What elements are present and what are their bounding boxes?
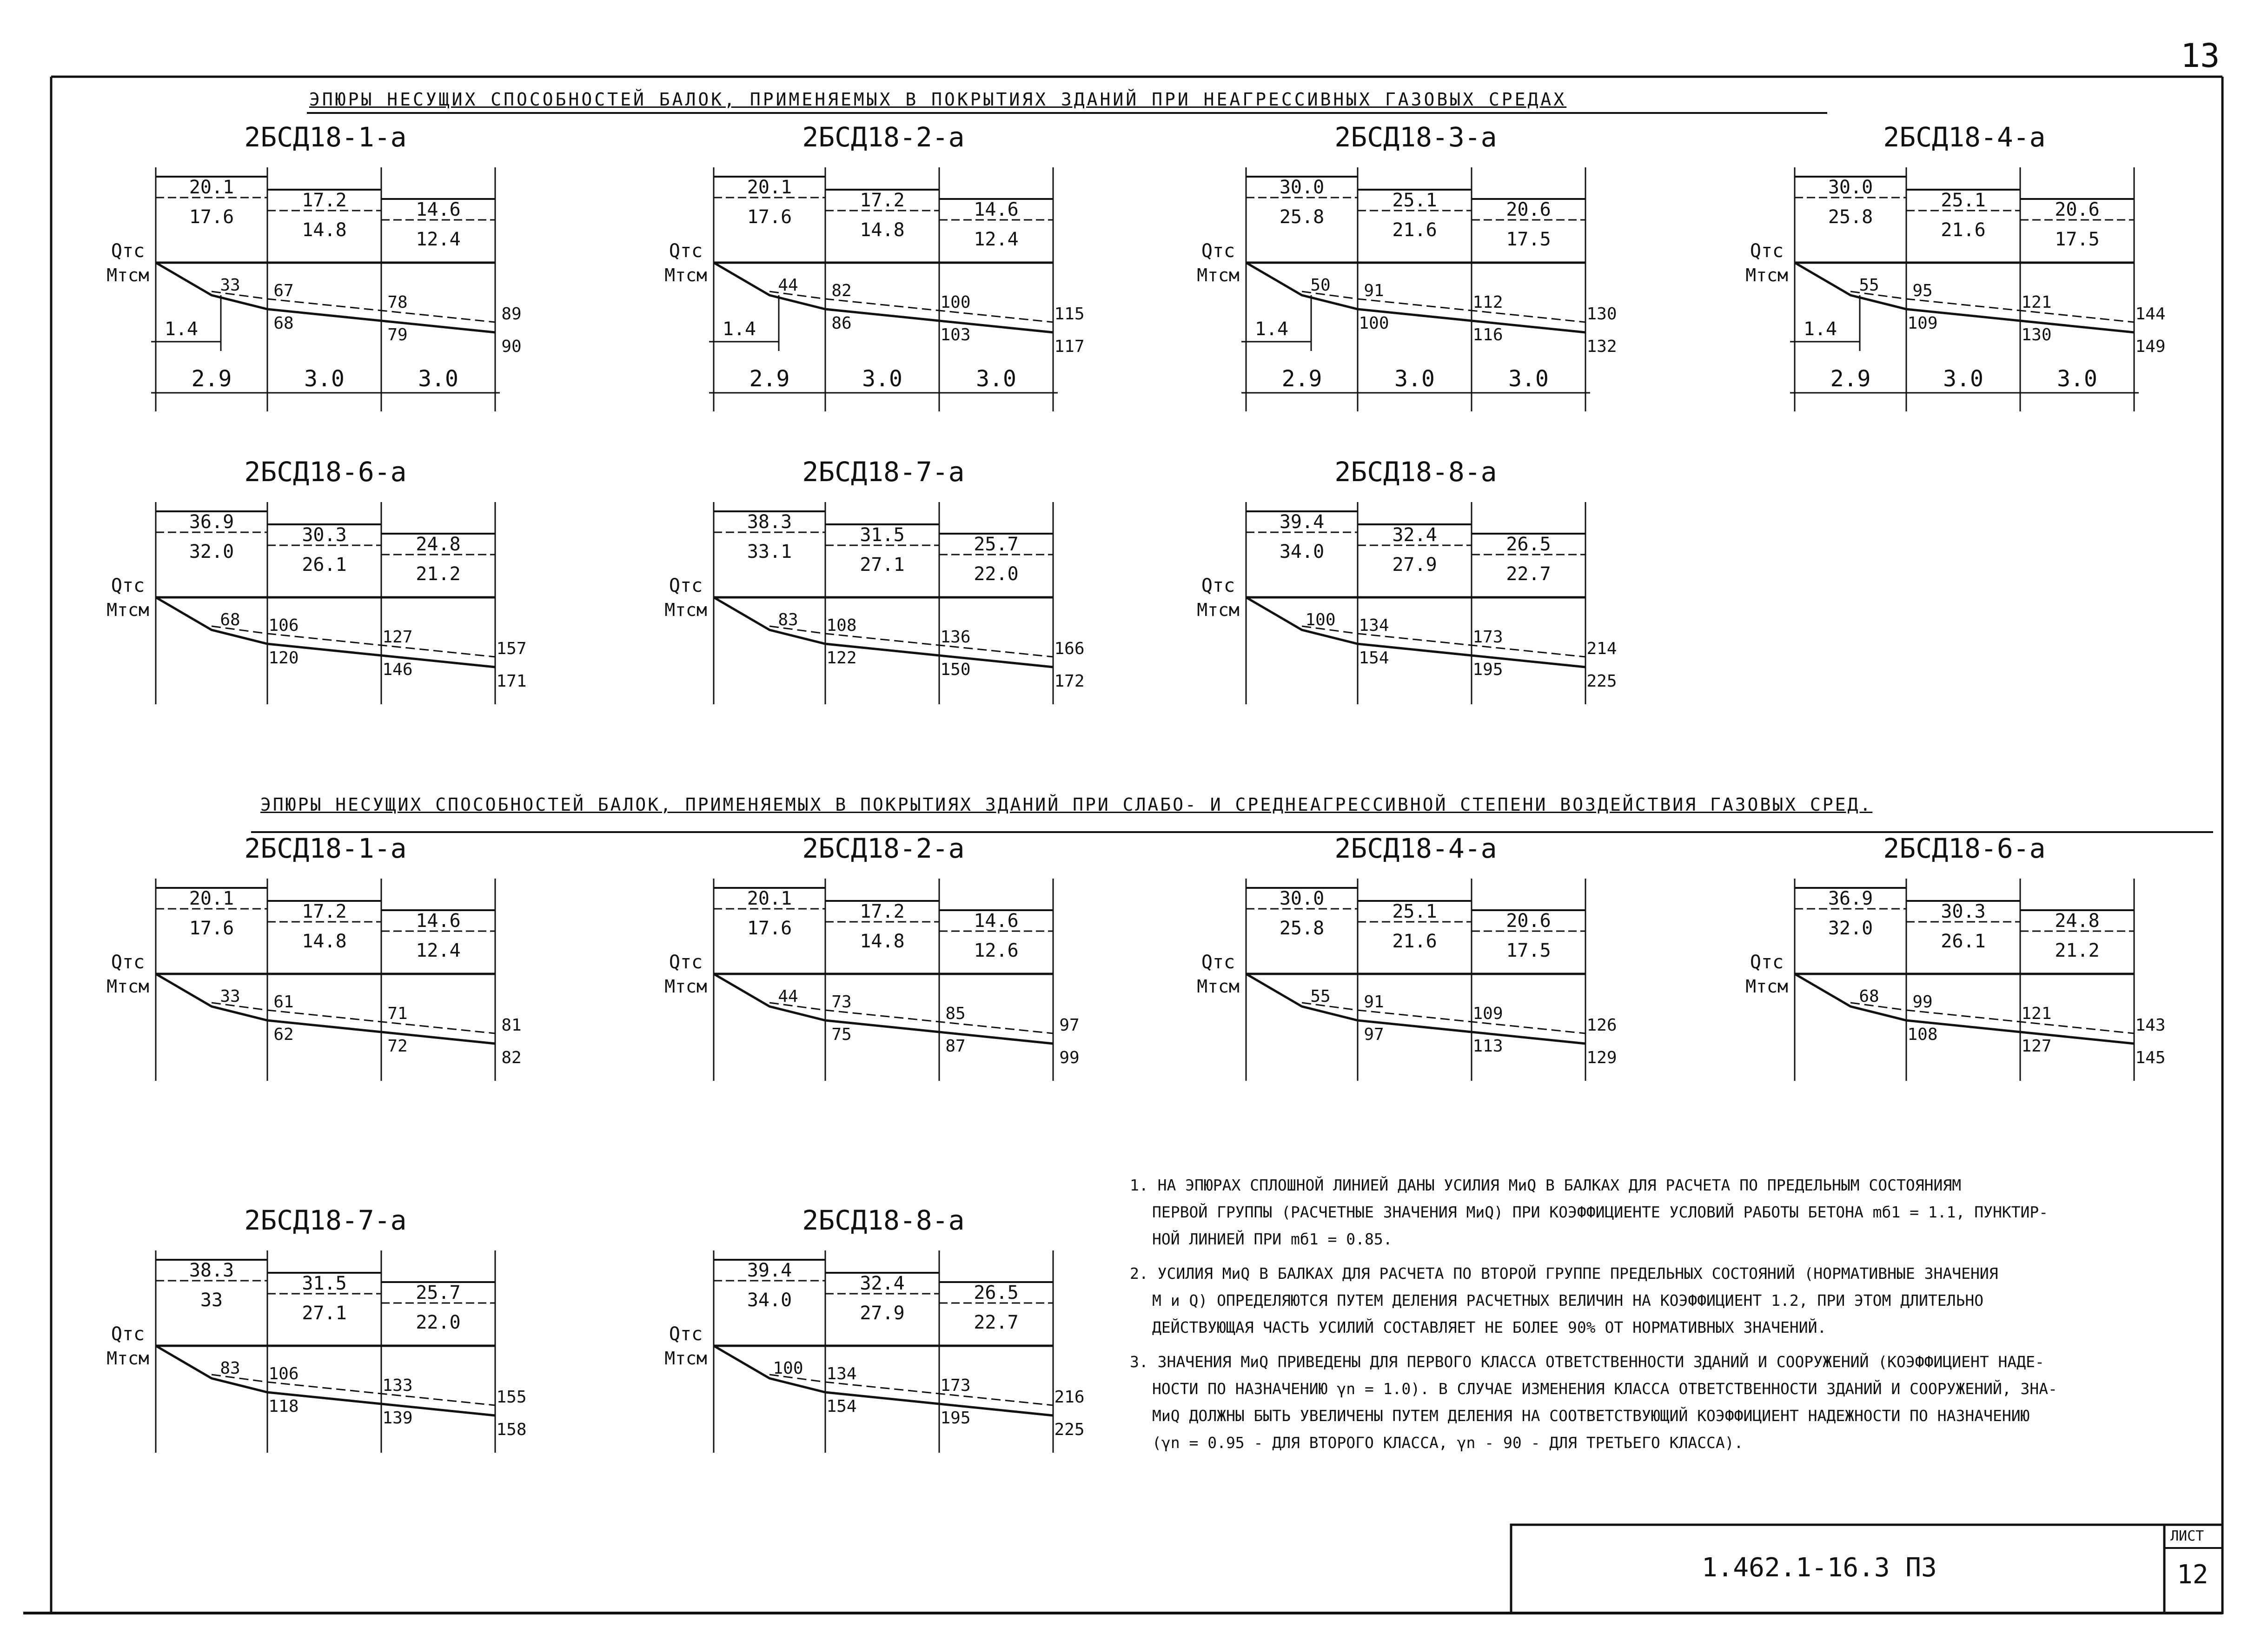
m-axis-label: Мтсм <box>1745 976 1788 997</box>
note-line: ДЕЙСТВУЮЩАЯ ЧАСТЬ УСИЛИЙ СОСТАВЛЯЕТ НЕ БОЛЕЕ 90% ОТ НОРМАТИВНЫХ ЗНАЧЕНИЙ. <box>1152 1318 1827 1336</box>
note-line: 1. НА ЭПЮРАХ СПЛОШНОЙ ЛИНИЕЙ ДАНЫ УСИЛИЯ МиQ В БАЛКАХ ДЛЯ РАСЧЕТА ПО ПРЕДЕЛЬНЫМ СОСТОЯНИЯМ <box>1130 1176 1962 1194</box>
m-value: 115 <box>1054 304 1085 324</box>
q-value-reduced: 17.5 <box>1506 229 1551 250</box>
q-value-design: 38.3 <box>189 1260 234 1281</box>
q-value-reduced: 22.0 <box>416 1312 461 1333</box>
m-value: 91 <box>1364 281 1384 300</box>
m-axis-label: Мтсм <box>664 1348 707 1369</box>
m-value: 100 <box>1305 610 1336 629</box>
m-value: 157 <box>496 639 527 658</box>
m-value: 108 <box>826 616 857 635</box>
m-value: 100 <box>773 1359 803 1378</box>
note-line: НОСТИ ПО НАЗНАЧЕНИЮ γn = 1.0). В СЛУЧАЕ ИЗМЕНЕНИЯ КЛАССА ОТВЕТСТВЕННОСТИ ЗДАНИЙ И СООРУЖЕНИЙ, ЗНА- <box>1152 1380 2058 1398</box>
q-value-design: 25.1 <box>1392 190 1437 211</box>
m-moment-curve <box>714 597 1053 667</box>
m-value: 121 <box>2021 1004 2052 1023</box>
span-dimension: 3.0 <box>418 366 458 392</box>
m-value: 126 <box>1586 1016 1617 1035</box>
q-value-reduced: 17.6 <box>747 206 792 228</box>
m-axis-label: Мтсм <box>106 600 149 620</box>
q-value-reduced: 17.6 <box>189 918 234 939</box>
m-value-reduced: 97 <box>1364 1025 1384 1044</box>
diagram-title: 2БСД18-8-а <box>802 1204 965 1236</box>
span-dimension: 3.0 <box>1943 366 1983 392</box>
span-dimension: 2.9 <box>749 366 790 392</box>
m-value: 97 <box>1059 1016 1080 1035</box>
q-value-reduced: 22.7 <box>974 1312 1019 1333</box>
small-dimension: 1.4 <box>1254 318 1289 340</box>
m-value: 109 <box>1472 1004 1503 1023</box>
m-value-reduced: 87 <box>945 1037 966 1056</box>
q-value-design: 14.6 <box>974 910 1019 932</box>
small-dimension: 1.4 <box>164 318 199 340</box>
m-value: 173 <box>1472 628 1503 647</box>
m-value: 100 <box>940 293 971 312</box>
m-value: 144 <box>2135 304 2166 324</box>
m-moment-curve <box>714 263 1053 332</box>
note-line: 2. УСИЛИЯ МиQ В БАЛКАХ ДЛЯ РАСЧЕТА ПО ВТОРОЙ ГРУППЕ ПРЕДЕЛЬНЫХ СОСТОЯНИЙ (НОРМАТИВНЫЕ ЗНАЧЕНИЯ <box>1130 1264 1998 1283</box>
m-value: 78 <box>387 293 408 312</box>
m-value: 89 <box>501 304 522 324</box>
m-value-reduced: 154 <box>1359 648 1389 668</box>
m-value: 130 <box>1586 304 1617 324</box>
q-axis-label: Qтс <box>669 952 703 973</box>
q-value-design: 20.1 <box>747 888 792 909</box>
m-value-reduced: 172 <box>1054 672 1085 691</box>
m-moment-curve <box>156 597 495 667</box>
m-value-reduced: 130 <box>2021 325 2052 344</box>
m-value-reduced: 116 <box>1472 325 1503 344</box>
q-value-design: 30.3 <box>302 524 347 546</box>
q-value-design: 20.6 <box>1506 910 1551 932</box>
m-axis-label: Мтсм <box>664 976 707 997</box>
m-value-reduced: 195 <box>1472 660 1503 679</box>
note-line: М и Q) ОПРЕДЕЛЯЮТСЯ ПУТЕМ ДЕЛЕНИЯ РАСЧЕТНЫХ ВЕЛИЧИН НА КОЭФФИЦИЕНТ 1.2, ПРИ ЭТОМ ДЛИТЕЛЬНО <box>1152 1291 1984 1310</box>
m-moment-curve <box>1795 974 2134 1044</box>
q-axis-label: Qтс <box>1750 952 1784 973</box>
m-value: 106 <box>268 1364 299 1383</box>
page-number: 13 <box>2181 37 2220 75</box>
q-value-design: 36.9 <box>1828 888 1873 909</box>
diagram-title: 2БСД18-4-а <box>1883 121 2046 153</box>
m-moment-curve <box>1246 597 1585 667</box>
q-value-reduced: 17.6 <box>189 206 234 228</box>
m-moment-curve <box>1246 263 1585 332</box>
m-value: 112 <box>1472 293 1503 312</box>
q-value-reduced: 17.6 <box>747 918 792 939</box>
span-dimension: 3.0 <box>976 366 1016 392</box>
m-moment-curve <box>1246 974 1585 1044</box>
m-value: 55 <box>1859 276 1879 295</box>
q-value-design: 26.5 <box>974 1282 1019 1303</box>
m-value-reduced: 75 <box>831 1025 852 1044</box>
diagram-title: 2БСД18-4-а <box>1334 833 1497 864</box>
q-value-design: 39.4 <box>1279 511 1325 533</box>
m-value: 81 <box>501 1016 522 1035</box>
m-value: 33 <box>220 276 240 295</box>
q-value-reduced: 12.6 <box>974 940 1019 961</box>
m-axis-label: Мтсм <box>1745 265 1788 285</box>
small-dimension: 1.4 <box>722 318 756 340</box>
m-axis-label: Мтсм <box>106 1348 149 1369</box>
q-value-design: 25.7 <box>974 534 1019 555</box>
m-value: 71 <box>387 1004 408 1023</box>
m-value-reduced: 72 <box>387 1037 408 1056</box>
m-moment-curve <box>714 974 1053 1044</box>
m-value-reduced: 120 <box>268 648 299 668</box>
m-value-reduced: 225 <box>1054 1420 1085 1439</box>
q-axis-label: Qтс <box>669 575 703 596</box>
m-value: 173 <box>940 1376 971 1395</box>
q-value-design: 30.0 <box>1279 888 1325 909</box>
m-axis-label: Мтсм <box>106 976 149 997</box>
note-line: НОЙ ЛИНИЕЙ ПРИ mб1 = 0.85. <box>1152 1230 1393 1248</box>
q-value-design: 39.4 <box>747 1260 792 1281</box>
m-value-reduced: 139 <box>382 1409 413 1428</box>
m-value-reduced: 62 <box>273 1025 294 1044</box>
q-value-design: 17.2 <box>860 190 905 211</box>
m-axis-label: Мтсм <box>1197 600 1240 620</box>
q-value-reduced: 12.4 <box>974 229 1019 250</box>
span-dimension: 3.0 <box>304 366 345 392</box>
q-value-design: 20.1 <box>189 177 234 198</box>
span-dimension: 2.9 <box>1830 366 1871 392</box>
m-value: 33 <box>220 987 240 1006</box>
q-value-reduced: 33.1 <box>747 541 792 562</box>
m-axis-label: Мтсм <box>106 265 149 285</box>
q-value-reduced: 17.5 <box>2055 229 2100 250</box>
q-value-design: 25.1 <box>1941 190 1986 211</box>
m-value: 216 <box>1054 1388 1085 1407</box>
m-value-reduced: 86 <box>831 314 852 333</box>
q-value-reduced: 21.2 <box>416 563 461 585</box>
m-value-reduced: 113 <box>1472 1037 1503 1056</box>
note-line: 3. ЗНАЧЕНИЯ МиQ ПРИВЕДЕНЫ ДЛЯ ПЕРВОГО КЛАССА ОТВЕТСТВЕННОСТИ ЗДАНИЙ И СООРУЖЕНИЙ (КОЭФФИЦИЕНТ НАДЕ- <box>1130 1353 2044 1371</box>
m-value-reduced: 171 <box>496 672 527 691</box>
note-line: (γn = 0.95 - ДЛЯ ВТОРОГО КЛАССА, γn - 90 - ДЛЯ ТРЕТЬЕГО КЛАССА). <box>1152 1434 1744 1452</box>
q-value-reduced: 21.2 <box>2055 940 2100 961</box>
diagram-title: 2БСД18-2-а <box>802 833 965 864</box>
m-value-reduced: 79 <box>387 325 408 344</box>
q-axis-label: Qтс <box>669 240 703 262</box>
m-value-reduced: 99 <box>1059 1048 1080 1067</box>
m-axis-label: Мтсм <box>664 600 707 620</box>
q-value-reduced: 27.9 <box>1392 554 1437 575</box>
m-value: 127 <box>382 628 413 647</box>
m-value-reduced: 118 <box>268 1397 299 1416</box>
m-value: 155 <box>496 1388 527 1407</box>
m-value-reduced: 103 <box>940 325 971 344</box>
m-value: 83 <box>778 610 798 629</box>
q-value-design: 30.3 <box>1941 901 1986 922</box>
m-value-reduced: 108 <box>1907 1025 1938 1044</box>
q-value-design: 20.6 <box>2055 199 2100 220</box>
q-value-reduced: 27.1 <box>860 554 905 575</box>
q-value-reduced: 17.5 <box>1506 940 1551 961</box>
q-value-design: 30.0 <box>1279 177 1325 198</box>
q-value-reduced: 14.8 <box>860 931 905 952</box>
document-code: 1.462.1-16.3 ПЗ <box>1702 1553 1937 1583</box>
q-axis-label: Qтс <box>111 575 145 596</box>
m-value: 134 <box>1359 616 1389 635</box>
diagram-title: 2БСД18-1-а <box>244 121 407 153</box>
m-value-reduced: 90 <box>501 337 522 356</box>
m-value-reduced: 68 <box>273 314 294 333</box>
span-dimension: 3.0 <box>862 366 902 392</box>
diagram-title: 2БСД18-3-а <box>1334 121 1497 153</box>
q-value-reduced: 25.8 <box>1279 918 1325 939</box>
sheet-label: ЛИСТ <box>2170 1528 2204 1544</box>
q-value-design: 32.4 <box>860 1273 905 1294</box>
q-axis-label: Qтс <box>1201 240 1235 262</box>
m-moment-curve <box>156 263 495 332</box>
m-value: 83 <box>220 1359 240 1378</box>
q-axis-label: Qтс <box>111 1323 145 1345</box>
note-line: ПЕРВОЙ ГРУППЫ (РАСЧЕТНЫЕ ЗНАЧЕНИЯ МиQ) ПРИ КОЭФФИЦИЕНТЕ УСЛОВИЙ РАБОТЫ БЕТОНА mб1 = 1.1, ПУНКТИР- <box>1152 1203 2049 1221</box>
m-value: 85 <box>945 1004 966 1023</box>
section-title-nonaggressive: ЭПЮРЫ НЕСУЩИХ СПОСОБНОСТЕЙ БАЛОК, ПРИМЕНЯЕМЫХ В ПОКРЫТИЯХ ЗДАНИЙ ПРИ НЕАГРЕССИВНЫХ ГАЗОВЫХ СРЕДАХ <box>309 89 1567 110</box>
q-value-reduced: 34.0 <box>1279 541 1325 562</box>
q-value-design: 17.2 <box>302 190 347 211</box>
m-value: 44 <box>778 276 798 295</box>
m-value-reduced: 117 <box>1054 337 1085 356</box>
m-value: 95 <box>1912 281 1933 300</box>
q-value-design: 31.5 <box>302 1273 347 1294</box>
q-value-reduced: 14.8 <box>860 219 905 241</box>
m-value-reduced: 100 <box>1359 314 1389 333</box>
q-value-design: 31.5 <box>860 524 905 546</box>
q-value-design: 20.6 <box>1506 199 1551 220</box>
m-value-reduced: 82 <box>501 1048 522 1067</box>
span-dimension: 3.0 <box>1394 366 1435 392</box>
diagram-title: 2БСД18-6-а <box>1883 833 2046 864</box>
q-value-design: 32.4 <box>1392 524 1437 546</box>
m-value-reduced: 146 <box>382 660 413 679</box>
m-value: 68 <box>220 610 240 629</box>
m-value: 44 <box>778 987 798 1006</box>
q-value-reduced: 22.7 <box>1506 563 1551 585</box>
m-value-reduced: 154 <box>826 1397 857 1416</box>
q-value-reduced: 26.1 <box>302 554 347 575</box>
q-value-design: 25.1 <box>1392 901 1437 922</box>
diagram-title: 2БСД18-8-а <box>1334 456 1497 488</box>
q-value-reduced: 27.9 <box>860 1303 905 1324</box>
span-dimension: 3.0 <box>1508 366 1549 392</box>
m-moment-curve <box>156 1346 495 1415</box>
span-dimension: 3.0 <box>2057 366 2097 392</box>
m-value-reduced: 225 <box>1586 672 1617 691</box>
q-value-reduced: 25.8 <box>1279 206 1325 228</box>
q-value-design: 25.7 <box>416 1282 461 1303</box>
notes-block <box>1130 1176 2218 1461</box>
q-value-reduced: 27.1 <box>302 1303 347 1324</box>
diagram-title: 2БСД18-6-а <box>244 456 407 488</box>
m-value-reduced: 145 <box>2135 1048 2166 1067</box>
q-value-reduced: 32.0 <box>189 541 234 562</box>
m-value: 166 <box>1054 639 1085 658</box>
q-value-design: 17.2 <box>302 901 347 922</box>
q-value-reduced: 21.6 <box>1392 219 1437 241</box>
q-value-reduced: 12.4 <box>416 940 461 961</box>
diagram-title: 2БСД18-1-а <box>244 833 407 864</box>
q-value-reduced: 25.8 <box>1828 206 1873 228</box>
m-value: 68 <box>1859 987 1879 1006</box>
m-value: 82 <box>831 281 852 300</box>
q-value-reduced: 21.6 <box>1941 219 1986 241</box>
q-value-design: 20.1 <box>747 177 792 198</box>
q-axis-label: Qтс <box>1750 240 1784 262</box>
q-value-design: 14.6 <box>974 199 1019 220</box>
small-dimension: 1.4 <box>1803 318 1837 340</box>
q-value-design: 24.8 <box>2055 910 2100 932</box>
m-value-reduced: 122 <box>826 648 857 668</box>
q-axis-label: Qтс <box>111 952 145 973</box>
q-value-design: 38.3 <box>747 511 792 533</box>
q-value-design: 14.6 <box>416 199 461 220</box>
q-value-reduced: 12.4 <box>416 229 461 250</box>
m-value: 50 <box>1310 276 1331 295</box>
q-value-design: 17.2 <box>860 901 905 922</box>
q-value-design: 30.0 <box>1828 177 1873 198</box>
m-value: 106 <box>268 616 299 635</box>
m-value: 136 <box>940 628 971 647</box>
m-value-reduced: 149 <box>2135 337 2166 356</box>
m-axis-label: Мтсм <box>664 265 707 285</box>
sheet-number: 12 <box>2177 1560 2208 1590</box>
m-value-reduced: 150 <box>940 660 971 679</box>
q-value-design: 14.6 <box>416 910 461 932</box>
q-value-reduced: 34.0 <box>747 1290 792 1311</box>
m-value: 133 <box>382 1376 413 1395</box>
m-value: 134 <box>826 1364 857 1383</box>
q-value-reduced: 32.0 <box>1828 918 1873 939</box>
m-value: 55 <box>1310 987 1331 1006</box>
m-value-reduced: 132 <box>1586 337 1617 356</box>
m-value: 99 <box>1912 992 1933 1012</box>
q-value-reduced: 26.1 <box>1941 931 1986 952</box>
m-moment-curve <box>1795 263 2134 332</box>
m-value-reduced: 127 <box>2021 1037 2052 1056</box>
m-axis-label: Мтсм <box>1197 265 1240 285</box>
q-value-design: 20.1 <box>189 888 234 909</box>
m-value: 214 <box>1586 639 1617 658</box>
q-value-design: 36.9 <box>189 511 234 533</box>
m-value: 121 <box>2021 293 2052 312</box>
q-value-reduced: 33 <box>200 1290 223 1311</box>
span-dimension: 2.9 <box>1281 366 1322 392</box>
m-value-reduced: 129 <box>1586 1048 1617 1067</box>
q-axis-label: Qтс <box>669 1323 703 1345</box>
m-value-reduced: 109 <box>1907 314 1938 333</box>
m-value-reduced: 195 <box>940 1409 971 1428</box>
q-value-design: 24.8 <box>416 534 461 555</box>
m-value: 91 <box>1364 992 1384 1012</box>
m-value-reduced: 158 <box>496 1420 527 1439</box>
q-axis-label: Qтс <box>1201 952 1235 973</box>
q-value-design: 26.5 <box>1506 534 1551 555</box>
m-value: 143 <box>2135 1016 2166 1035</box>
m-value: 73 <box>831 992 852 1012</box>
span-dimension: 2.9 <box>191 366 232 392</box>
q-axis-label: Qтс <box>1201 575 1235 596</box>
q-value-reduced: 22.0 <box>974 563 1019 585</box>
section-title-aggressive: ЭПЮРЫ НЕСУЩИХ СПОСОБНОСТЕЙ БАЛОК, ПРИМЕНЯЕМЫХ В ПОКРЫТИЯХ ЗДАНИЙ ПРИ СЛАБО- И СРЕДНЕАГРЕССИВНОЙ СТЕПЕНИ ВОЗДЕЙСТВИЯ ГАЗОВЫХ СРЕД. <box>260 794 1873 815</box>
m-moment-curve <box>156 974 495 1044</box>
m-value: 61 <box>273 992 294 1012</box>
q-value-reduced: 14.8 <box>302 219 347 241</box>
q-value-reduced: 21.6 <box>1392 931 1437 952</box>
q-value-reduced: 14.8 <box>302 931 347 952</box>
m-axis-label: Мтсм <box>1197 976 1240 997</box>
diagram-title: 2БСД18-7-а <box>244 1204 407 1236</box>
note-line: МиQ ДОЛЖНЫ БЫТЬ УВЕЛИЧЕНЫ ПУТЕМ ДЕЛЕНИЯ НА СООТВЕТСТВУЮЩИЙ КОЭФФИЦИЕНТ НАДЕЖНОСТИ ПО НАЗНАЧЕНИЮ <box>1152 1407 2030 1425</box>
m-value: 67 <box>273 281 294 300</box>
q-axis-label: Qтс <box>111 240 145 262</box>
diagram-title: 2БСД18-7-а <box>802 456 965 488</box>
m-moment-curve <box>714 1346 1053 1415</box>
diagram-title: 2БСД18-2-а <box>802 121 965 153</box>
